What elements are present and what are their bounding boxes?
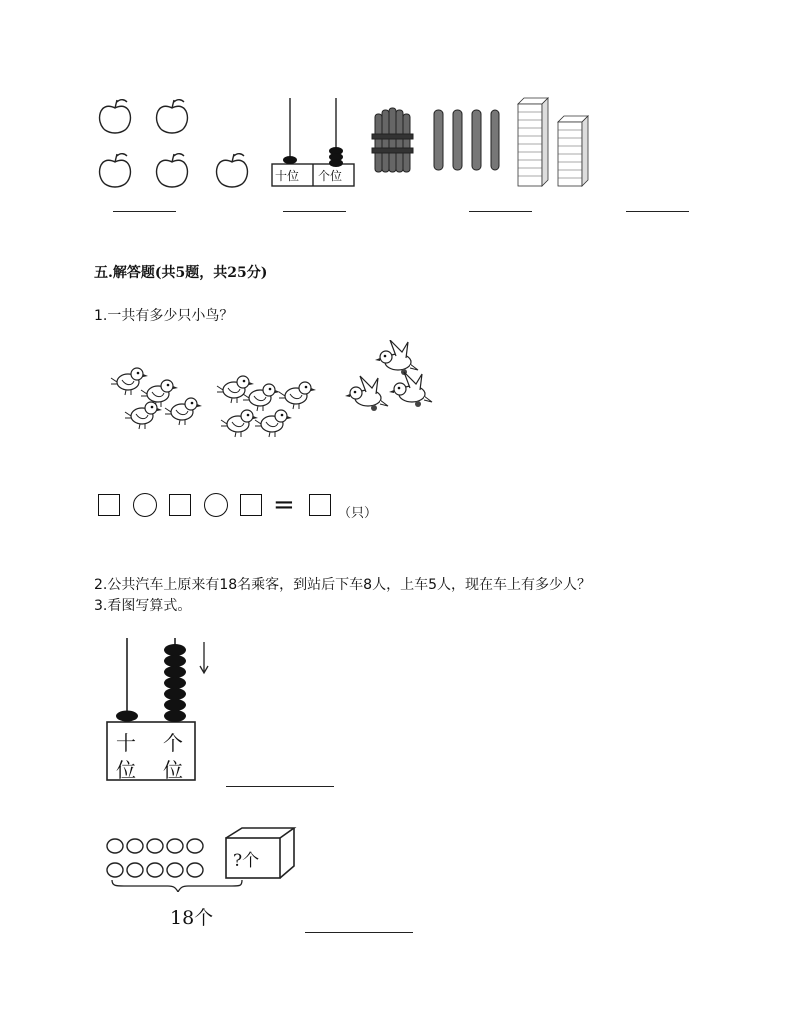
answer-box-3[interactable]: [240, 494, 262, 516]
apple-icon: [157, 154, 188, 187]
equals-sign: =: [273, 490, 295, 520]
operator-circle-2[interactable]: [204, 493, 228, 517]
bird-group-3: [345, 340, 432, 411]
question-2-text: 2.公共汽车上原来有18名乘客，到站后下车8人，上车5人，现在车上有多少人？: [94, 577, 591, 593]
answer-blank-4[interactable]: [626, 211, 689, 212]
apples-group: [90, 92, 260, 197]
apple-icon: [217, 154, 248, 187]
birds-illustration: [100, 340, 440, 450]
single-rods: [434, 110, 499, 170]
section-title: 五.解答题(共5题，共25分): [94, 265, 268, 281]
question-3-text: 3.看图写算式。: [94, 598, 192, 614]
total-label: 18个: [170, 907, 214, 929]
answer-box-2[interactable]: [169, 494, 191, 516]
bundle-of-ten-icon: [372, 108, 413, 172]
answer-box-4[interactable]: [309, 494, 331, 516]
sticks-bundle-and-rods: [370, 100, 500, 180]
abacus-small-ones-label: 个位: [318, 169, 343, 183]
answer-blank-q3b[interactable]: [305, 932, 413, 933]
bird-group-2: [217, 376, 316, 437]
answer-blank-2[interactable]: [283, 211, 346, 212]
question-1-text: 1.一共有多少只小鸟？: [94, 308, 234, 324]
apple-icon: [100, 154, 131, 187]
answer-blank-3[interactable]: [469, 211, 532, 212]
abacus-tens-bottom: 位: [116, 758, 136, 782]
circles-and-box: [104, 824, 300, 892]
answer-box-1[interactable]: [98, 494, 120, 516]
unit-label: （只）: [338, 506, 378, 521]
answer-blank-q3a[interactable]: [226, 786, 334, 787]
box-label: ?个: [233, 851, 260, 871]
apple-icon: [157, 100, 188, 133]
answer-blank-1[interactable]: [113, 211, 176, 212]
brace: [112, 880, 242, 892]
circles-group: [107, 839, 203, 877]
abacus-small-tens-label: 十位: [275, 169, 300, 183]
apple-icon: [100, 100, 131, 133]
bird-group-1: [111, 368, 202, 429]
down-arrow-icon: [200, 642, 208, 673]
abacus-ones-top: 个: [163, 731, 183, 755]
operator-circle-1[interactable]: [133, 493, 157, 517]
abacus-ones-bottom: 位: [163, 758, 183, 782]
abacus-tens-top: 十: [116, 731, 136, 755]
cube-towers: [514, 96, 594, 188]
